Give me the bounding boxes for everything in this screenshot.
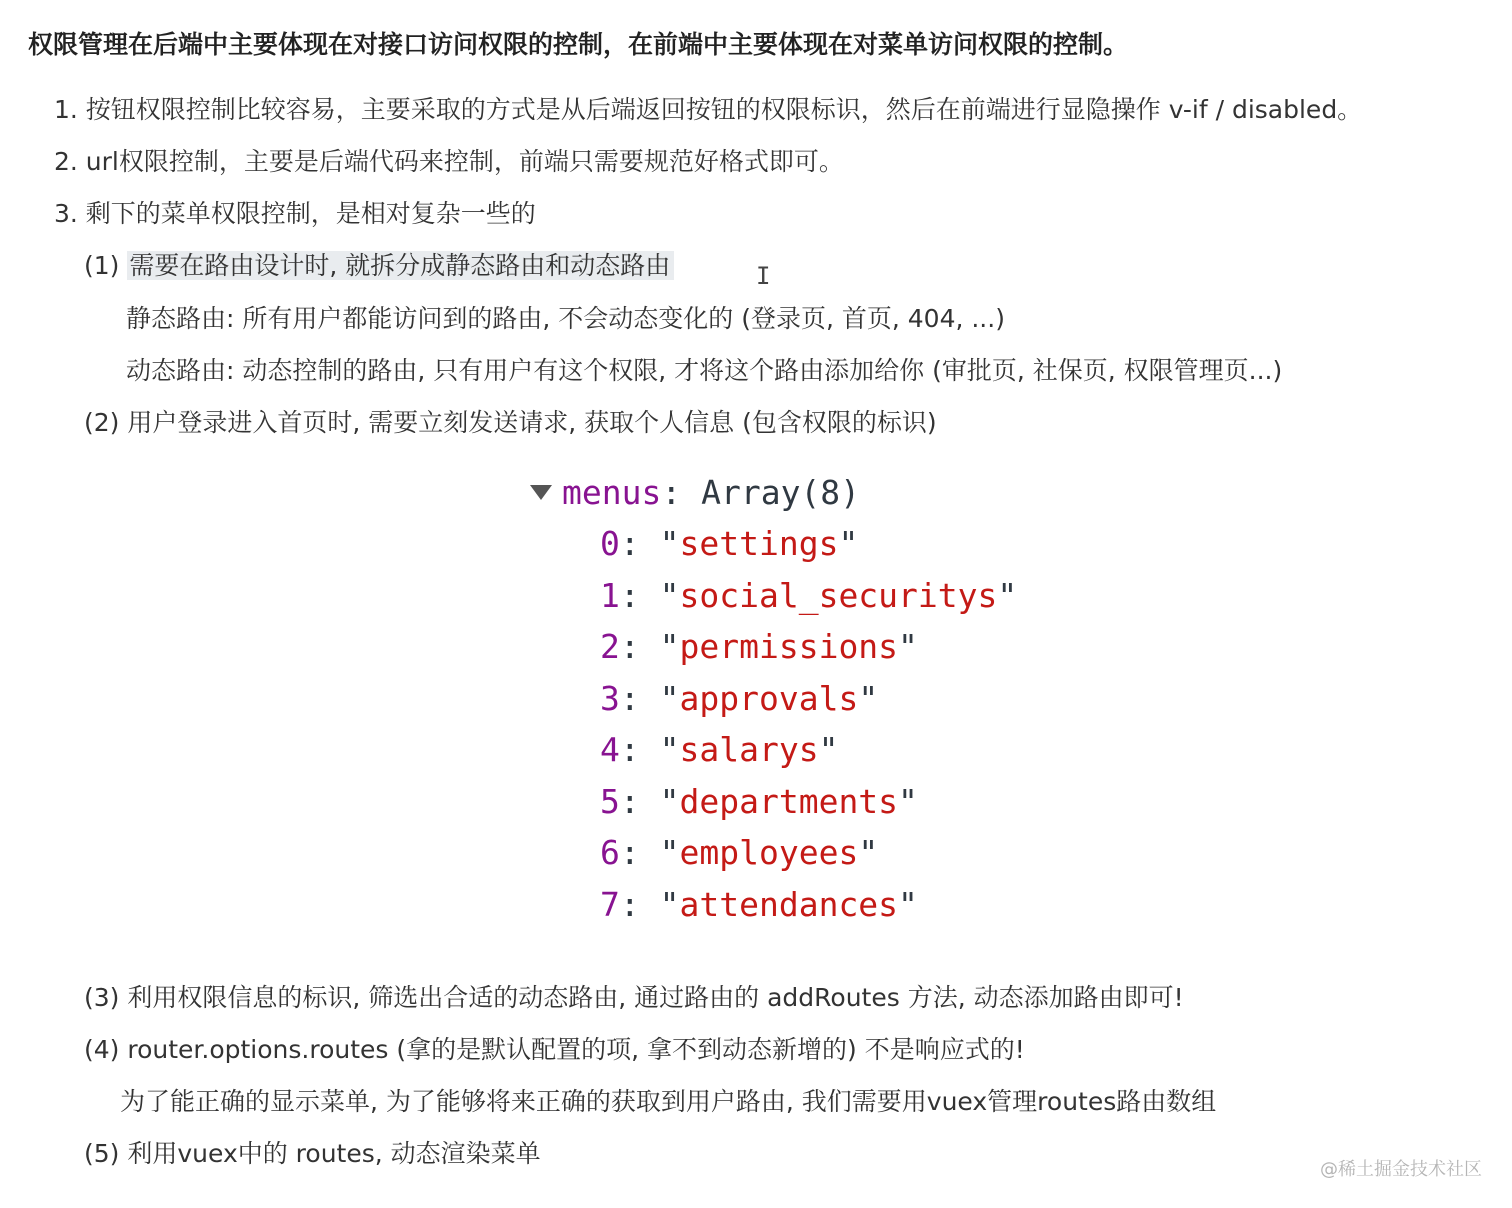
- sub-item-2: (2) 用户登录进入首页时, 需要立刻发送请求, 获取个人信息 (包含权限的标识): [84, 408, 937, 437]
- console-array-item: 5: "departments": [600, 782, 918, 821]
- console-item-index: 0: [600, 524, 620, 563]
- console-item-index: 4: [600, 730, 620, 769]
- console-array-header[interactable]: menus: Array(8): [530, 467, 860, 518]
- console-item-index: 1: [600, 576, 620, 615]
- list-item-1: 1. 按钮权限控制比较容易，主要采取的方式是从后端返回按钮的权限标识，然后在前端进行显隐操作 v-if / disabled。: [54, 95, 1363, 124]
- console-item-index: 6: [600, 833, 620, 872]
- console-array-item: 3: "approvals": [600, 679, 879, 718]
- console-item-value: attendances: [679, 885, 899, 924]
- text-cursor-icon: I: [756, 262, 771, 290]
- sub-item-5: (5) 利用vuex中的 routes, 动态渲染菜单: [84, 1139, 541, 1168]
- console-key: menus: [562, 473, 662, 512]
- console-array-item: 0: "settings": [600, 524, 859, 563]
- sub-item-1-number: (1): [84, 251, 120, 280]
- list-item-2: 2. url权限控制，主要是后端代码来控制，前端只需要规范好格式即可。: [54, 147, 844, 176]
- sub-item-4: (4) router.options.routes (拿的是默认配置的项, 拿不到动态新增的) 不是响应式的!: [84, 1035, 1025, 1064]
- console-array-item: 1: "social_securitys": [600, 576, 1018, 615]
- static-route-description: 静态路由: 所有用户都能访问到的路由, 不会动态变化的 (登录页, 首页, 404, ...): [126, 304, 1005, 333]
- console-item-value: salarys: [679, 730, 819, 769]
- sub-item-1: [84, 249, 674, 283]
- console-item-value: approvals: [679, 679, 859, 718]
- console-item-value: social_securitys: [679, 576, 998, 615]
- sub-item-4-note: 为了能正确的显示菜单, 为了能够将来正确的获取到用户路由, 我们需要用vuex管理routes路由数组: [120, 1087, 1217, 1116]
- console-item-index: 2: [600, 627, 620, 666]
- console-item-value: permissions: [679, 627, 899, 666]
- console-type-label: Array(8): [701, 473, 861, 512]
- sub-item-3: (3) 利用权限信息的标识, 筛选出合适的动态路由, 通过路由的 addRoutes 方法, 动态添加路由即可!: [84, 983, 1184, 1012]
- console-item-index: 5: [600, 782, 620, 821]
- console-item-index: 7: [600, 885, 620, 924]
- heading-intro: 权限管理在后端中主要体现在对接口访问权限的控制，在前端中主要体现在对菜单访问权限的控制。: [28, 30, 1129, 59]
- console-array-item: 7: "attendances": [600, 885, 918, 924]
- console-item-value: employees: [679, 833, 859, 872]
- watermark: @稀土掘金技术社区: [1320, 1159, 1482, 1180]
- console-item-value: settings: [679, 524, 839, 563]
- console-array-item: 4: "salarys": [600, 730, 839, 769]
- console-item-index: 3: [600, 679, 620, 718]
- expand-triangle-icon[interactable]: [530, 485, 552, 500]
- console-item-value: departments: [679, 782, 899, 821]
- sub-item-1-highlighted-text[interactable]: 需要在路由设计时, 就拆分成静态路由和动态路由: [127, 251, 674, 280]
- console-array-item: 2: "permissions": [600, 627, 918, 666]
- dynamic-route-description: 动态路由: 动态控制的路由, 只有用户有这个权限, 才将这个路由添加给你 (审批页, 社保页, 权限管理页...): [126, 356, 1283, 385]
- console-array-item: 6: "employees": [600, 833, 879, 872]
- list-item-3: 3. 剩下的菜单权限控制，是相对复杂一些的: [54, 199, 536, 228]
